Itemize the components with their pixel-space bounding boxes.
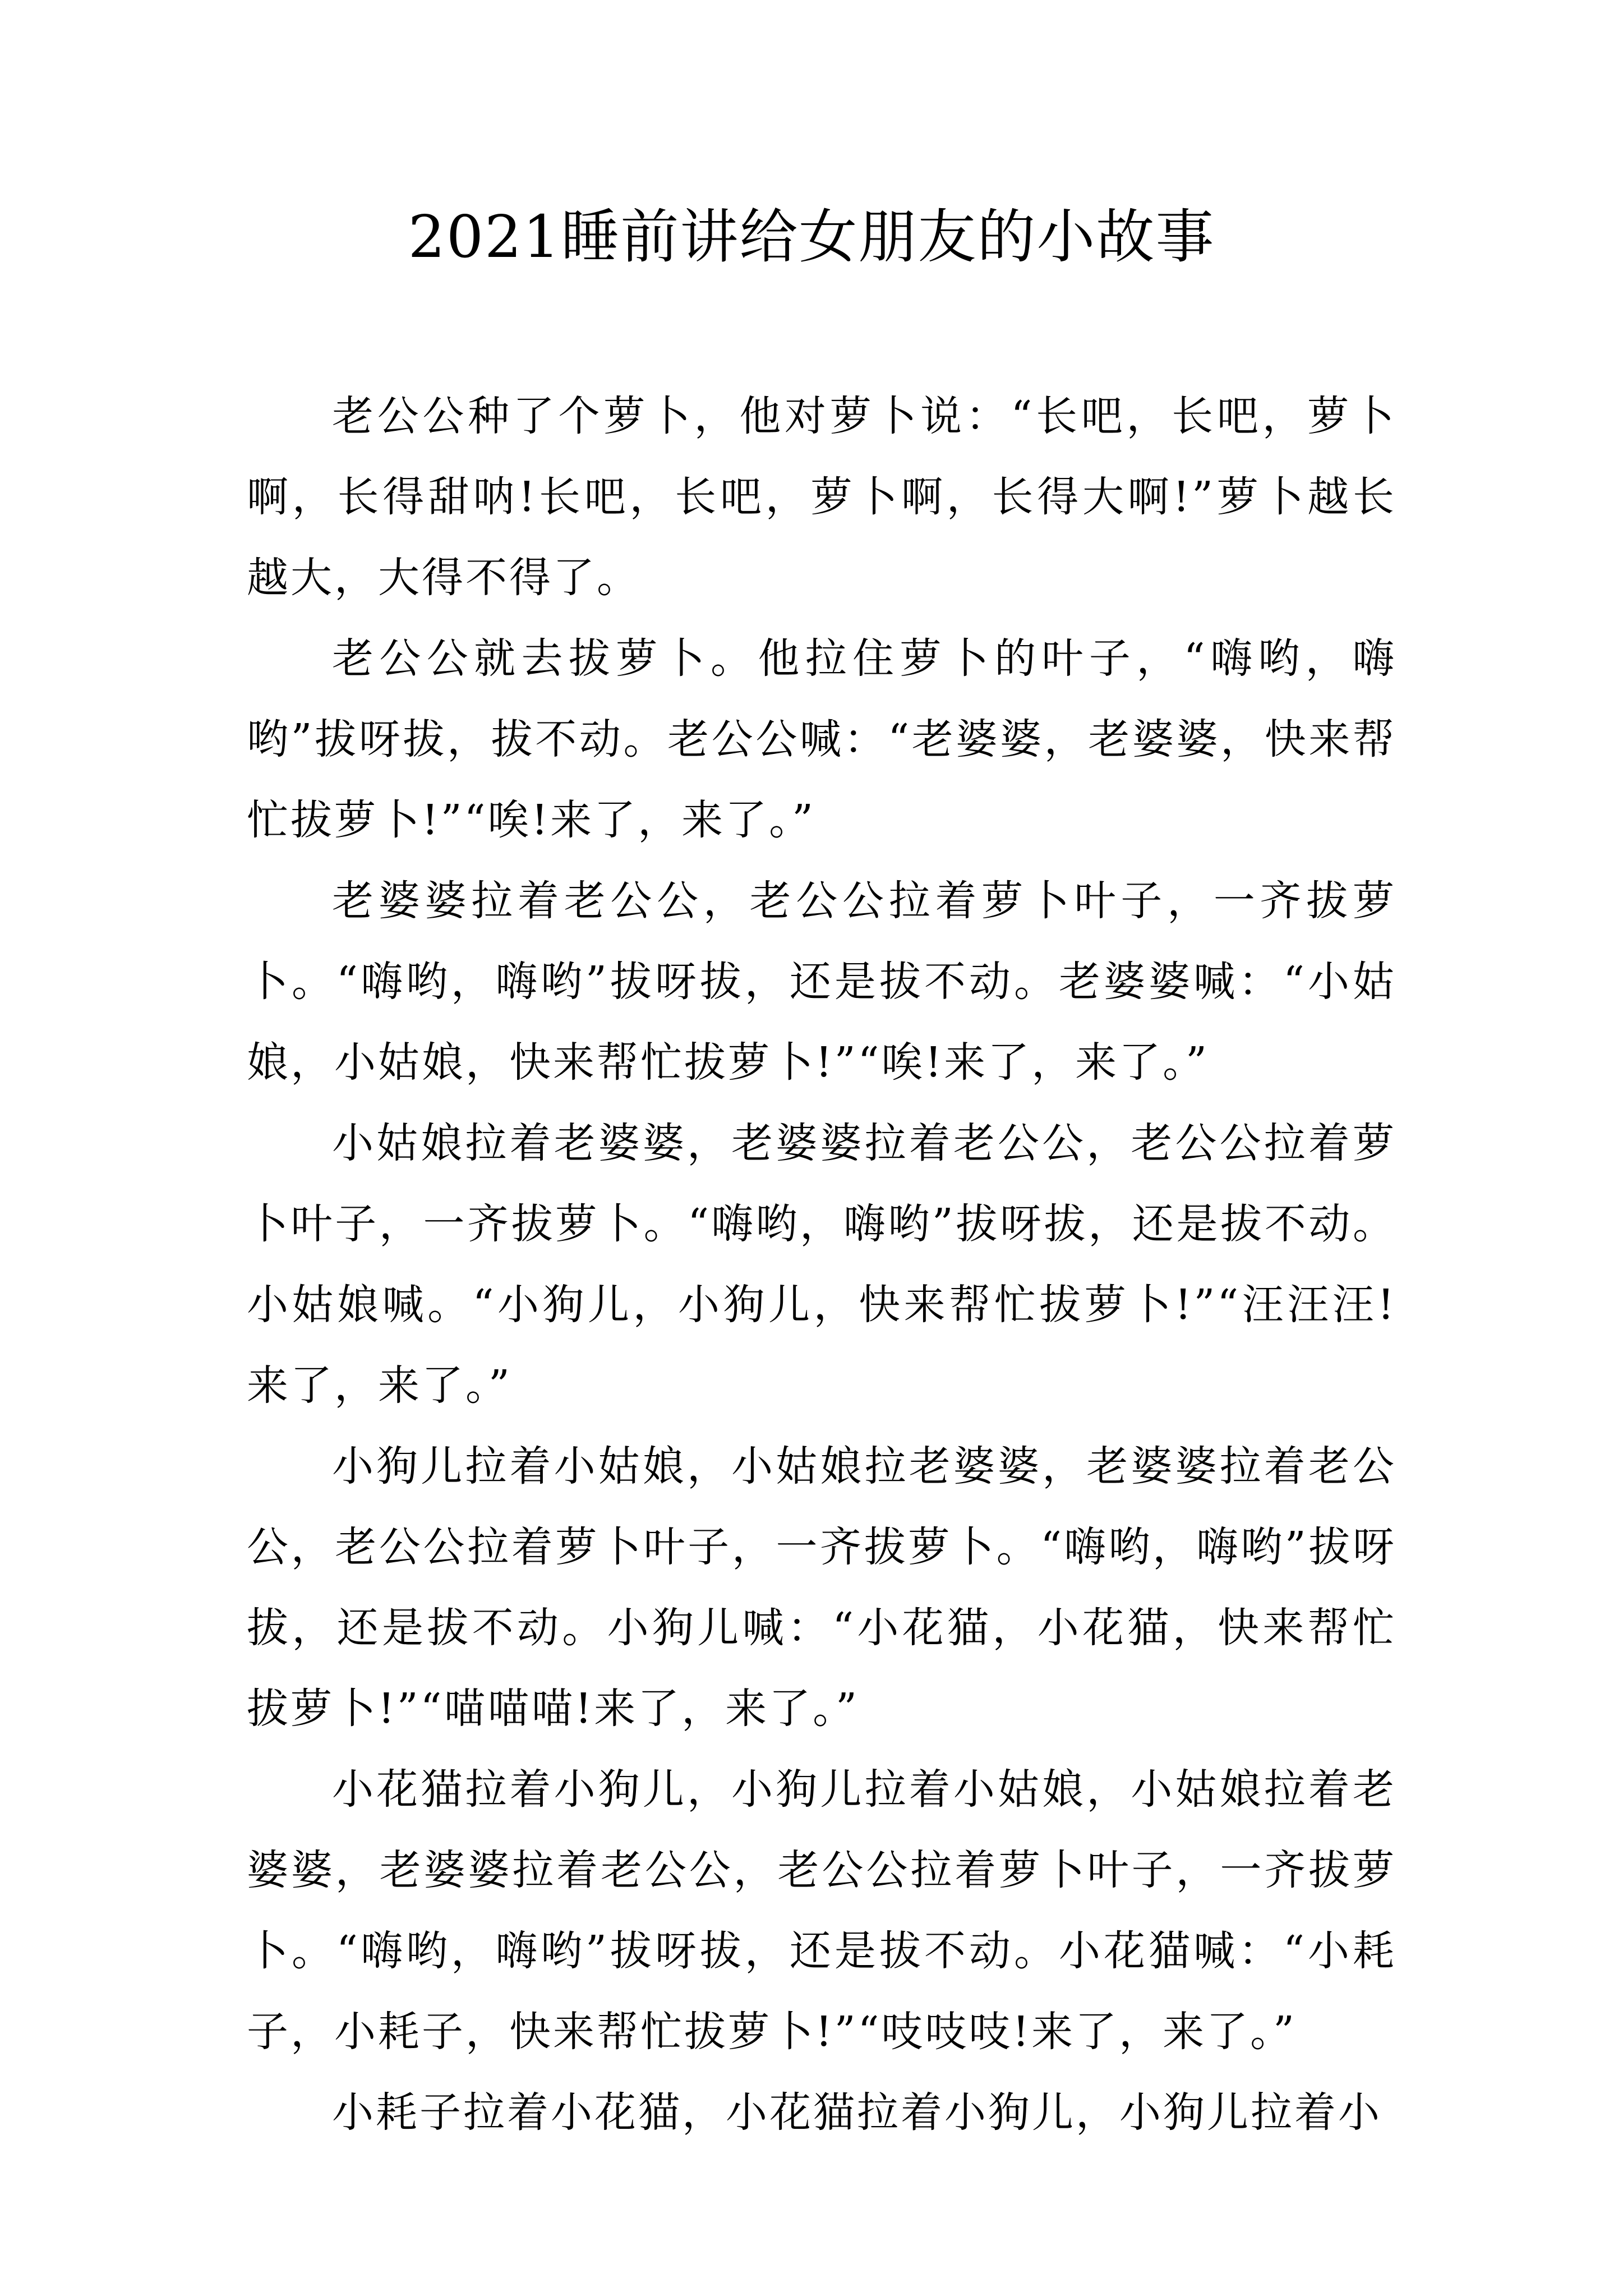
paragraph-1: 老公公种了个萝卜，他对萝卜说：“长吧，长吧，萝卜啊，长得甜呐!长吧，长吧，萝卜啊，长得大啊!”萝卜越长越大，大得不得了。 (247, 392, 1396, 602)
paragraph-5: 小狗儿拉着小姑娘，小姑娘拉老婆婆，老婆婆拉着老公公，老公公拉着萝卜叶子，一齐拔萝卜。“嗨哟，嗨哟”拔呀拔，还是拔不动。小狗儿喊：“小花猫，小花猫，快来帮忙拔萝卜!”“喵喵喵!来了，来了。” (247, 1442, 1396, 1733)
document-body (247, 376, 1396, 2153)
paragraph-3: 老婆婆拉着老公公，老公公拉着萝卜叶子，一齐拔萝卜。“嗨哟，嗨哟”拔呀拔，还是拔不动。老婆婆喊：“小姑娘，小姑娘，快来帮忙拔萝卜!”“唉!来了，来了。” (247, 877, 1396, 1087)
paragraph-2: 老公公就去拔萝卜。他拉住萝卜的叶子，“嗨哟，嗨哟”拔呀拔，拔不动。老公公喊：“老婆婆，老婆婆，快来帮忙拔萝卜!”“唉!来了，来了。” (247, 634, 1396, 844)
paragraph-7: 小耗子拉着小花猫，小花猫拉着小狗儿，小狗儿拉着小 (332, 2088, 1382, 2137)
paragraph-4: 小姑娘拉着老婆婆，老婆婆拉着老公公，老公公拉着萝卜叶子，一齐拔萝卜。“嗨哟，嗨哟”拔呀拔，还是拔不动。小姑娘喊。“小狗儿，小狗儿，快来帮忙拔萝卜!”“汪汪汪!来了，来了。” (247, 1119, 1396, 1410)
paragraph-6: 小花猫拉着小狗儿，小狗儿拉着小姑娘，小姑娘拉着老婆婆，老婆婆拉着老公公，老公公拉着萝卜叶子，一齐拔萝卜。“嗨哟，嗨哟”拔呀拔，还是拔不动。小花猫喊：“小耗子，小耗子，快来帮忙拔萝卜!”“吱吱吱!来了，来了。” (247, 1765, 1396, 2056)
document-title: 2021睡前讲给女朋友的小故事 (408, 203, 1215, 271)
